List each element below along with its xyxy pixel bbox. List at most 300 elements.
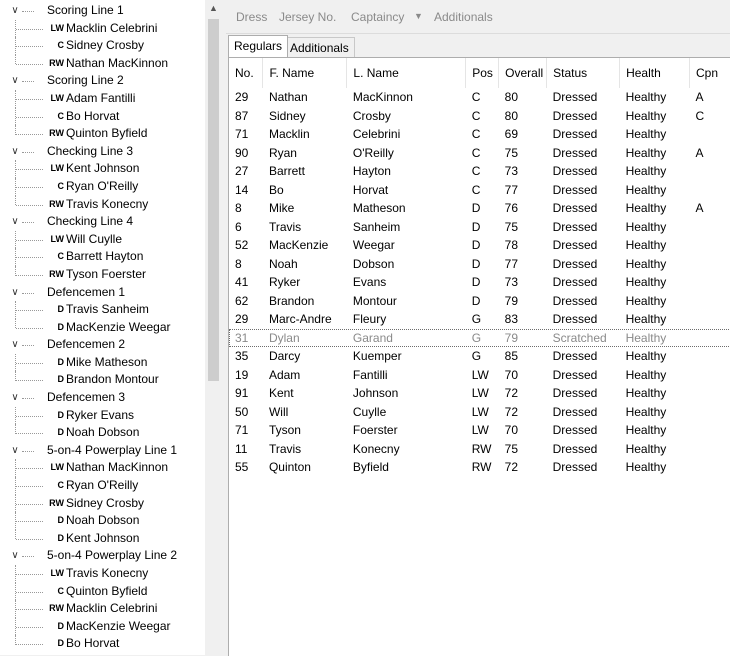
table-cell: Dressed bbox=[552, 90, 598, 105]
table-cell: A bbox=[695, 145, 704, 160]
tab-additionals[interactable]: Additionals bbox=[284, 37, 355, 58]
table-cell bbox=[689, 384, 730, 403]
position-tag: C bbox=[57, 251, 64, 262]
table-row[interactable] bbox=[229, 366, 730, 385]
table-cell: Horvat bbox=[352, 182, 389, 197]
table-cell: Kuemper bbox=[352, 349, 402, 364]
tree-player-item[interactable] bbox=[0, 635, 205, 653]
tree-player-item[interactable] bbox=[0, 424, 205, 442]
table-cell: Dressed bbox=[552, 386, 598, 401]
table-cell: 76 bbox=[504, 201, 519, 216]
table-cell: LW bbox=[471, 386, 489, 401]
chevron-down-icon[interactable]: ∨ bbox=[11, 392, 19, 404]
table-cell: G bbox=[471, 312, 482, 327]
player-name: Bo Horvat bbox=[66, 636, 120, 651]
player-name: Bo Horvat bbox=[66, 108, 120, 123]
table-cell: LW bbox=[471, 404, 489, 419]
column-header[interactable]: No. bbox=[229, 58, 263, 88]
table-cell: Healthy bbox=[625, 460, 667, 475]
table-row[interactable] bbox=[229, 273, 730, 292]
table-cell: Konecny bbox=[352, 441, 400, 456]
table-cell bbox=[689, 421, 730, 440]
player-name: Ryan O'Reilly bbox=[66, 178, 139, 193]
chevron-down-icon[interactable]: ∨ bbox=[11, 339, 19, 351]
column-header[interactable]: F. Name bbox=[263, 58, 347, 88]
player-name: Kent Johnson bbox=[66, 530, 140, 545]
table-cell bbox=[689, 366, 730, 385]
tree-player-item[interactable] bbox=[0, 530, 205, 548]
table-cell: 85 bbox=[504, 349, 519, 364]
table-cell: 71 bbox=[235, 127, 249, 142]
table-cell: Cuylle bbox=[352, 404, 387, 419]
table-cell: C bbox=[471, 164, 481, 179]
table-row[interactable] bbox=[229, 384, 730, 403]
table-cell: Healthy bbox=[625, 275, 667, 290]
table-cell: LW bbox=[471, 423, 489, 438]
position-tag: D bbox=[57, 321, 64, 332]
tree-player-item[interactable] bbox=[0, 55, 205, 73]
chevron-down-icon[interactable]: ∨ bbox=[11, 216, 19, 228]
table-cell: Crosby bbox=[352, 108, 391, 123]
table-row[interactable] bbox=[229, 255, 730, 274]
position-tag: C bbox=[57, 585, 64, 596]
player-name: Quinton Byfield bbox=[66, 583, 148, 598]
tree-connector bbox=[16, 504, 43, 505]
table-cell bbox=[689, 125, 730, 144]
table-cell: Healthy bbox=[625, 182, 667, 197]
tree-connector bbox=[16, 275, 43, 276]
table-cell: A bbox=[695, 201, 704, 216]
tree-connector bbox=[16, 117, 43, 118]
table-row[interactable] bbox=[229, 329, 730, 348]
tree-connector bbox=[16, 363, 43, 364]
tree-connector bbox=[16, 169, 43, 170]
table-cell: Johnson bbox=[352, 386, 399, 401]
position-tag: D bbox=[57, 515, 64, 526]
table-cell: D bbox=[471, 256, 481, 271]
table-cell: Healthy bbox=[625, 90, 667, 105]
table-cell: Healthy bbox=[625, 238, 667, 253]
tree-connector bbox=[16, 609, 43, 610]
table-cell: Travis bbox=[268, 219, 302, 234]
position-tag: C bbox=[57, 40, 64, 51]
table-cell: 72 bbox=[504, 404, 519, 419]
table-cell: D bbox=[471, 219, 481, 234]
tree-group[interactable] bbox=[0, 143, 205, 161]
table-cell: Adam bbox=[268, 367, 301, 382]
jersey-number-button[interactable]: Jersey No. bbox=[279, 10, 337, 24]
table-cell bbox=[689, 162, 730, 181]
tree-player-item[interactable] bbox=[0, 583, 205, 601]
table-cell: 19 bbox=[235, 367, 249, 382]
tree-group-label: Scoring Line 1 bbox=[47, 3, 124, 17]
roster-table bbox=[229, 58, 730, 477]
table-cell: 6 bbox=[235, 219, 242, 234]
lineup-tree-panel bbox=[0, 0, 222, 655]
position-tag: D bbox=[57, 374, 64, 385]
chevron-down-icon[interactable]: ∨ bbox=[11, 145, 19, 157]
table-cell: Healthy bbox=[625, 108, 667, 123]
player-name: Travis Konecny bbox=[66, 196, 149, 211]
table-cell: D bbox=[471, 275, 481, 290]
player-name: Nathan MacKinnon bbox=[66, 55, 169, 70]
table-cell: Foerster bbox=[352, 423, 398, 438]
table-cell: Fleury bbox=[352, 312, 387, 327]
tree-player-item[interactable] bbox=[0, 477, 205, 495]
tree-connector bbox=[16, 99, 43, 100]
table-cell bbox=[689, 218, 730, 237]
table-cell: 62 bbox=[235, 293, 249, 308]
table-cell bbox=[689, 347, 730, 366]
table-cell: Sidney bbox=[268, 108, 306, 123]
table-cell: 31 bbox=[235, 330, 249, 345]
table-cell: Healthy bbox=[625, 349, 667, 364]
table-cell: O'Reilly bbox=[352, 145, 394, 160]
player-name: MacKenzie Weegar bbox=[66, 319, 171, 334]
table-cell: 8 bbox=[235, 201, 242, 216]
table-cell: 35 bbox=[235, 349, 249, 364]
table-cell: Barrett bbox=[268, 164, 305, 179]
table-cell: Weegar bbox=[352, 238, 395, 253]
table-cell: Byfield bbox=[352, 460, 389, 475]
table-cell: 73 bbox=[504, 275, 519, 290]
tree-player-item[interactable] bbox=[0, 90, 205, 108]
table-row[interactable] bbox=[229, 403, 730, 422]
table-cell: LW bbox=[471, 367, 489, 382]
tree-connector bbox=[22, 398, 34, 399]
table-cell: Travis bbox=[268, 441, 302, 456]
table-cell: Evans bbox=[352, 275, 387, 290]
table-cell: Garand bbox=[352, 330, 393, 345]
tree-connector bbox=[22, 81, 34, 82]
table-cell: Ryker bbox=[268, 275, 301, 290]
table-cell: Celebrini bbox=[352, 127, 401, 142]
table-cell: Dressed bbox=[552, 441, 598, 456]
tab-regulars[interactable]: Regulars bbox=[228, 35, 288, 58]
table-header-row bbox=[229, 58, 730, 88]
table-cell: Darcy bbox=[268, 349, 301, 364]
table-cell: 77 bbox=[504, 182, 519, 197]
scroll-thumb[interactable] bbox=[208, 19, 219, 381]
table-cell bbox=[689, 292, 730, 311]
table-cell: 77 bbox=[504, 256, 519, 271]
table-cell: 11 bbox=[235, 441, 248, 456]
table-cell: G bbox=[471, 330, 482, 345]
table-row[interactable] bbox=[229, 125, 730, 144]
tree-connector bbox=[16, 257, 43, 258]
table-cell: Dressed bbox=[552, 238, 598, 253]
position-tag: D bbox=[57, 638, 64, 649]
scroll-up-arrow-icon[interactable]: ▲ bbox=[209, 3, 218, 13]
table-cell: 80 bbox=[504, 90, 519, 105]
chevron-down-icon[interactable]: ∨ bbox=[11, 444, 19, 456]
table-cell: 83 bbox=[504, 312, 519, 327]
table-cell: Quinton bbox=[268, 460, 311, 475]
position-tag: LW bbox=[50, 462, 64, 473]
table-cell: D bbox=[471, 293, 481, 308]
position-tag: LW bbox=[50, 568, 64, 578]
table-cell: G bbox=[471, 349, 482, 364]
column-header[interactable]: Pos bbox=[466, 58, 499, 88]
tree-player-item[interactable] bbox=[0, 108, 205, 126]
tree-player-item[interactable] bbox=[0, 371, 205, 389]
table-cell: 69 bbox=[504, 127, 519, 142]
column-header[interactable]: Status bbox=[547, 58, 620, 88]
chevron-down-icon[interactable]: ∨ bbox=[11, 286, 19, 298]
position-tag: C bbox=[57, 110, 64, 121]
tree-connector bbox=[16, 240, 43, 241]
tree-group[interactable] bbox=[0, 72, 205, 90]
table-cell: 72 bbox=[504, 460, 519, 475]
table-cell: 14 bbox=[235, 182, 249, 197]
chevron-down-icon[interactable]: ∨ bbox=[11, 5, 19, 16]
tree-group[interactable] bbox=[0, 547, 205, 565]
table-row[interactable] bbox=[229, 199, 730, 218]
table-cell: Mike bbox=[268, 201, 295, 216]
tree-player-item[interactable] bbox=[0, 407, 205, 425]
player-name: Quinton Byfield bbox=[66, 126, 148, 141]
column-header[interactable]: Health bbox=[620, 58, 690, 88]
column-header[interactable]: Overall bbox=[499, 58, 547, 88]
table-cell: Dressed bbox=[552, 182, 598, 197]
tree-group-label: 5-on-4 Powerplay Line 1 bbox=[47, 442, 178, 457]
tree-connector bbox=[22, 11, 34, 12]
table-cell: Dressed bbox=[552, 460, 598, 475]
tree-player-item[interactable] bbox=[0, 512, 205, 530]
chevron-down-icon[interactable]: ∨ bbox=[11, 550, 19, 562]
table-cell: Kent bbox=[268, 386, 294, 401]
player-name: Noah Dobson bbox=[66, 513, 140, 528]
table-cell: Dressed bbox=[552, 108, 598, 123]
position-tag: D bbox=[57, 532, 64, 543]
table-cell: Healthy bbox=[625, 367, 667, 382]
table-cell: Sanheim bbox=[352, 219, 401, 234]
table-cell: 55 bbox=[235, 460, 249, 475]
tree-connector bbox=[16, 468, 43, 469]
table-cell: Healthy bbox=[625, 441, 667, 456]
player-name: Kent Johnson bbox=[66, 161, 140, 176]
table-row[interactable] bbox=[229, 421, 730, 440]
player-name: Will Cuylle bbox=[66, 231, 123, 246]
table-cell: 75 bbox=[504, 441, 519, 456]
position-tag: D bbox=[57, 409, 64, 420]
player-name: Macklin Celebrini bbox=[66, 601, 158, 616]
lineup-tree[interactable] bbox=[0, 2, 205, 653]
table-row[interactable] bbox=[229, 347, 730, 366]
position-tag: RW bbox=[49, 497, 64, 508]
tree-player-item[interactable] bbox=[0, 160, 205, 178]
table-cell: C bbox=[471, 90, 481, 105]
table-cell: 70 bbox=[504, 423, 519, 438]
tree-player-item[interactable] bbox=[0, 266, 205, 284]
tree-connector bbox=[16, 205, 43, 206]
tree-group[interactable] bbox=[0, 213, 205, 231]
table-cell: 41 bbox=[235, 275, 249, 290]
table-row[interactable] bbox=[229, 107, 730, 126]
table-row[interactable] bbox=[229, 181, 730, 200]
table-cell: Macklin bbox=[268, 127, 310, 142]
table-row[interactable] bbox=[229, 144, 730, 163]
tree-connector bbox=[16, 187, 43, 188]
table-cell: MacKenzie bbox=[268, 238, 329, 253]
position-tag: C bbox=[57, 180, 64, 191]
table-cell bbox=[689, 329, 730, 348]
tree-player-item[interactable] bbox=[0, 301, 205, 319]
position-tag: D bbox=[57, 427, 64, 438]
tree-group[interactable] bbox=[0, 336, 205, 354]
tree-group[interactable] bbox=[0, 284, 205, 302]
tree-group[interactable] bbox=[0, 2, 205, 20]
table-cell: C bbox=[471, 182, 481, 197]
tree-connector bbox=[16, 328, 43, 329]
table-cell: 50 bbox=[235, 404, 249, 419]
table-cell: Dressed bbox=[552, 404, 598, 419]
player-name: Adam Fantilli bbox=[66, 90, 136, 105]
captaincy-button[interactable]: Captaincy bbox=[351, 10, 405, 24]
position-tag: RW bbox=[49, 198, 64, 209]
tree-player-item[interactable] bbox=[0, 618, 205, 636]
tree-player-item[interactable] bbox=[0, 565, 205, 583]
tree-player-item[interactable] bbox=[0, 459, 205, 477]
player-name: Mike Matheson bbox=[66, 354, 148, 369]
table-cell: Dobson bbox=[352, 256, 395, 271]
table-row[interactable] bbox=[229, 218, 730, 237]
tree-connector bbox=[16, 644, 43, 645]
column-header[interactable]: L. Name bbox=[347, 58, 466, 88]
table-body bbox=[229, 88, 730, 477]
table-cell: Healthy bbox=[625, 256, 667, 271]
table-cell: Dressed bbox=[552, 127, 598, 142]
tree-group-label: Defencemen 3 bbox=[47, 390, 126, 405]
player-name: Sidney Crosby bbox=[66, 38, 145, 53]
table-cell: 29 bbox=[235, 312, 249, 327]
roster-toolbar bbox=[226, 0, 730, 33]
table-cell: 79 bbox=[504, 330, 519, 345]
tree-connector bbox=[16, 134, 43, 135]
table-cell: 75 bbox=[504, 145, 519, 160]
tree-connector bbox=[16, 416, 43, 417]
table-cell: Dylan bbox=[268, 330, 300, 345]
table-cell bbox=[689, 440, 730, 459]
tree-player-item[interactable] bbox=[0, 37, 205, 55]
tree-group[interactable] bbox=[0, 389, 205, 407]
tree-connector bbox=[16, 627, 43, 628]
tree-connector bbox=[22, 293, 34, 294]
tree-player-item[interactable] bbox=[0, 196, 205, 214]
table-cell: D bbox=[471, 238, 481, 253]
tree-group-label: Defencemen 1 bbox=[47, 284, 126, 299]
table-cell: Dressed bbox=[552, 423, 598, 438]
player-name: Travis Konecny bbox=[66, 566, 149, 580]
table-row[interactable] bbox=[229, 236, 730, 255]
table-cell: RW bbox=[471, 441, 492, 456]
tree-player-item[interactable] bbox=[0, 495, 205, 513]
table-cell bbox=[689, 458, 730, 477]
tree-connector bbox=[16, 574, 43, 575]
table-cell: Healthy bbox=[625, 164, 667, 179]
tree-player-item[interactable] bbox=[0, 248, 205, 266]
additionals-button[interactable]: Additionals bbox=[434, 10, 493, 24]
table-cell: 91 bbox=[235, 386, 249, 401]
captaincy-dropdown-icon[interactable]: ▼ bbox=[414, 11, 423, 21]
table-row[interactable] bbox=[229, 458, 730, 477]
table-cell: 52 bbox=[235, 238, 249, 253]
table-row[interactable] bbox=[229, 440, 730, 459]
table-cell bbox=[689, 236, 730, 255]
table-cell: 27 bbox=[235, 164, 249, 179]
table-cell: 70 bbox=[504, 367, 519, 382]
player-name: Travis Sanheim bbox=[66, 302, 149, 317]
table-cell: 29 bbox=[235, 90, 249, 105]
table-cell: MacKinnon bbox=[352, 90, 413, 105]
tree-player-item[interactable] bbox=[0, 178, 205, 196]
table-cell: Healthy bbox=[625, 386, 667, 401]
position-tag: D bbox=[57, 304, 64, 315]
tree-group-label: Checking Line 4 bbox=[47, 214, 134, 229]
table-cell: Dressed bbox=[552, 145, 598, 160]
table-cell: Healthy bbox=[625, 423, 667, 438]
player-name: Barrett Hayton bbox=[66, 249, 144, 264]
table-cell: Healthy bbox=[625, 330, 667, 345]
tree-connector bbox=[16, 539, 43, 540]
tree-connector bbox=[22, 345, 34, 346]
tree-player-item[interactable] bbox=[0, 20, 205, 38]
player-name: Ryan O'Reilly bbox=[66, 478, 139, 493]
tree-group-label: Defencemen 2 bbox=[47, 337, 126, 352]
column-header[interactable]: Cpn bbox=[689, 58, 730, 88]
table-cell bbox=[689, 273, 730, 292]
table-cell: Brandon bbox=[268, 293, 315, 308]
dress-button[interactable]: Dress bbox=[236, 10, 268, 24]
table-cell: Ryan bbox=[268, 145, 297, 160]
table-cell: Healthy bbox=[625, 293, 667, 308]
position-tag: RW bbox=[49, 128, 64, 139]
tree-player-item[interactable] bbox=[0, 600, 205, 618]
table-row[interactable] bbox=[229, 292, 730, 311]
roster-table-container bbox=[228, 57, 730, 656]
table-row[interactable] bbox=[229, 310, 730, 329]
position-tag: LW bbox=[50, 22, 64, 33]
tree-player-item[interactable] bbox=[0, 354, 205, 372]
position-tag: RW bbox=[49, 57, 64, 68]
table-cell: 72 bbox=[504, 386, 519, 401]
player-name: Macklin Celebrini bbox=[66, 20, 158, 35]
tree-connector bbox=[16, 310, 43, 311]
tree-scrollbar[interactable] bbox=[205, 0, 222, 655]
tree-connector bbox=[16, 46, 43, 47]
table-cell: Marc-Andre bbox=[268, 312, 332, 327]
table-cell: Dressed bbox=[552, 164, 598, 179]
table-cell: C bbox=[471, 145, 481, 160]
table-cell: 78 bbox=[504, 238, 519, 253]
table-cell: Noah bbox=[268, 256, 298, 271]
player-name: Sidney Crosby bbox=[66, 495, 145, 510]
player-name: Tyson Foerster bbox=[66, 266, 147, 281]
tree-player-item[interactable] bbox=[0, 125, 205, 143]
table-cell: 87 bbox=[235, 108, 249, 123]
table-cell: A bbox=[695, 90, 704, 105]
table-cell: Hayton bbox=[352, 164, 391, 179]
chevron-down-icon[interactable]: ∨ bbox=[11, 75, 19, 87]
tree-group[interactable] bbox=[0, 442, 205, 460]
table-cell: Bo bbox=[268, 182, 284, 197]
table-cell: 8 bbox=[235, 256, 242, 271]
tree-player-item[interactable] bbox=[0, 231, 205, 249]
tree-connector bbox=[16, 64, 43, 65]
table-row[interactable] bbox=[229, 88, 730, 107]
table-row[interactable] bbox=[229, 162, 730, 181]
tree-player-item[interactable] bbox=[0, 319, 205, 337]
